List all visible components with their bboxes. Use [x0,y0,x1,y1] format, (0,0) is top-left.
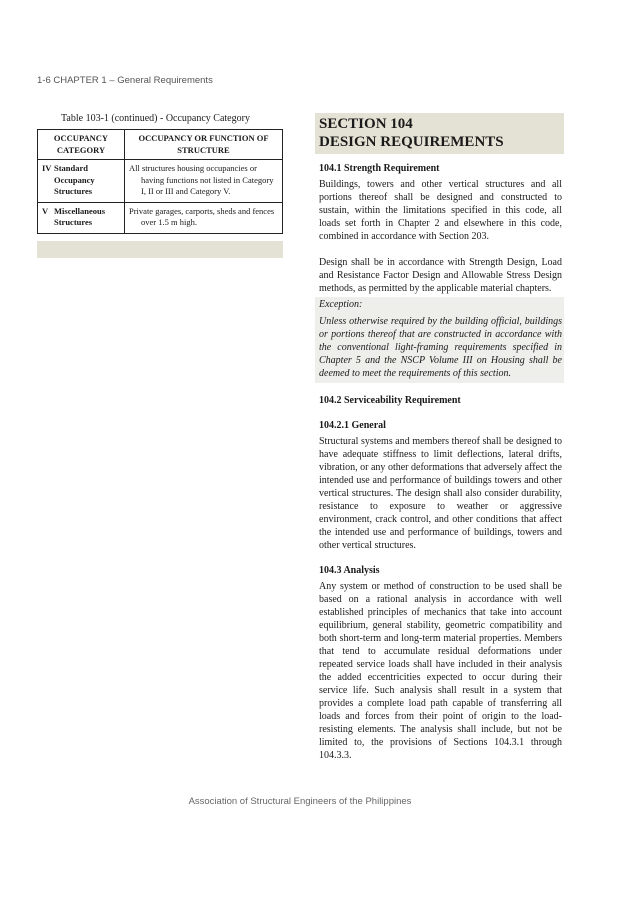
paragraph-104-1-b: Design shall be in accordance with Strength Design, Load and Resistance Factor Design and Allowable Stress Design methods, as permitted by the applicable material chapters. [319,257,562,294]
heading-104-1: 104.1 Strength Requirement [319,163,440,174]
category-cell [38,202,125,233]
shaded-divider [37,241,283,258]
paragraph-104-1-a: Buildings, towers and other vertical structures and all portions thereof shall be designed and constructed to sustain, within the limitations specified in this code, all loads set forth in Chapter 2 and elsewhere in this code, combined in accordance with Section 203. [319,179,562,242]
heading-104-3: 104.3 Analysis [319,565,380,576]
section-104-column [315,113,564,762]
category-number: V [42,205,49,216]
table-row [38,202,283,233]
paragraph-104-2-1: Structural systems and members thereof shall be designed to have adequate stiffness to limit deflections, lateral drifts, vibration, or any other deformations that adversely affect the intended use and performance of buildings towers and other vertical structures. The design shall also consider durability, resistance to exposure to weather or aggressive environment, crack control, and other conditions that affect the intended use and performance of buildings, towers and other vertical structures. [319,436,562,551]
column-header-function: OCCUPANCY OR FUNCTION OF STRUCTURE [125,130,283,160]
occupancy-table-block [37,113,283,258]
heading-104-2-1: 104.2.1 General [319,420,386,431]
function-cell [125,160,283,203]
table-caption: Table 103-1 (continued) - Occupancy Category [61,113,250,124]
page-header: 1-6 CHAPTER 1 – General Requirements [37,75,213,86]
exception-box [315,297,564,383]
column-header-category: OCCUPANCY CATEGORY [38,130,125,160]
exception-label: Exception: [319,299,363,310]
category-name: Miscellaneous Structures [54,205,105,227]
section-number: SECTION 104 [319,116,413,132]
function-text: All structures housing occupancies or having functions not listed in Category I, II or III and Category V. [129,163,274,196]
occupancy-table [37,129,283,234]
table-row [38,160,283,203]
category-cell [38,160,125,203]
heading-104-2: 104.2 Serviceability Requirement [319,395,461,406]
function-cell [125,202,283,233]
section-heading [315,113,564,154]
exception-text: Unless otherwise required by the building official, buildings or portions thereof that are constructed in accordance with the conventional light-framing requirements specified in Chapter 5 and the NSCP Volume III on Housing shall be deemed to meet the requirements of this section. [319,316,562,379]
section-title: DESIGN REQUIREMENTS [319,134,504,150]
function-text: Private garages, carports, sheds and fences over 1.5 m high. [129,205,275,227]
category-number: IV [42,163,52,173]
page-footer: Association of Structural Engineers of the Philippines [188,796,412,807]
category-name: Standard Occupancy Structures [54,163,95,196]
paragraph-104-3: Any system or method of construction to be used shall be based on a rational analysis in accordance with well established principles of mechanics that take into account equilibrium, general stability, geometric compatibility and both short-term and long-term material properties. Members that tend to accumulate residual deformations under repeated service loads shall have included in their analysis the added eccentricities expected to occur during their service life. Such analysis shall result in a system that provides a complete load path capable of transferring all loads and forces from their point of origin to the load-resisting elements. The analysis shall include, but not be limited to, the provisions of Sections 104.3.1 through 104.3.3. [319,581,562,761]
